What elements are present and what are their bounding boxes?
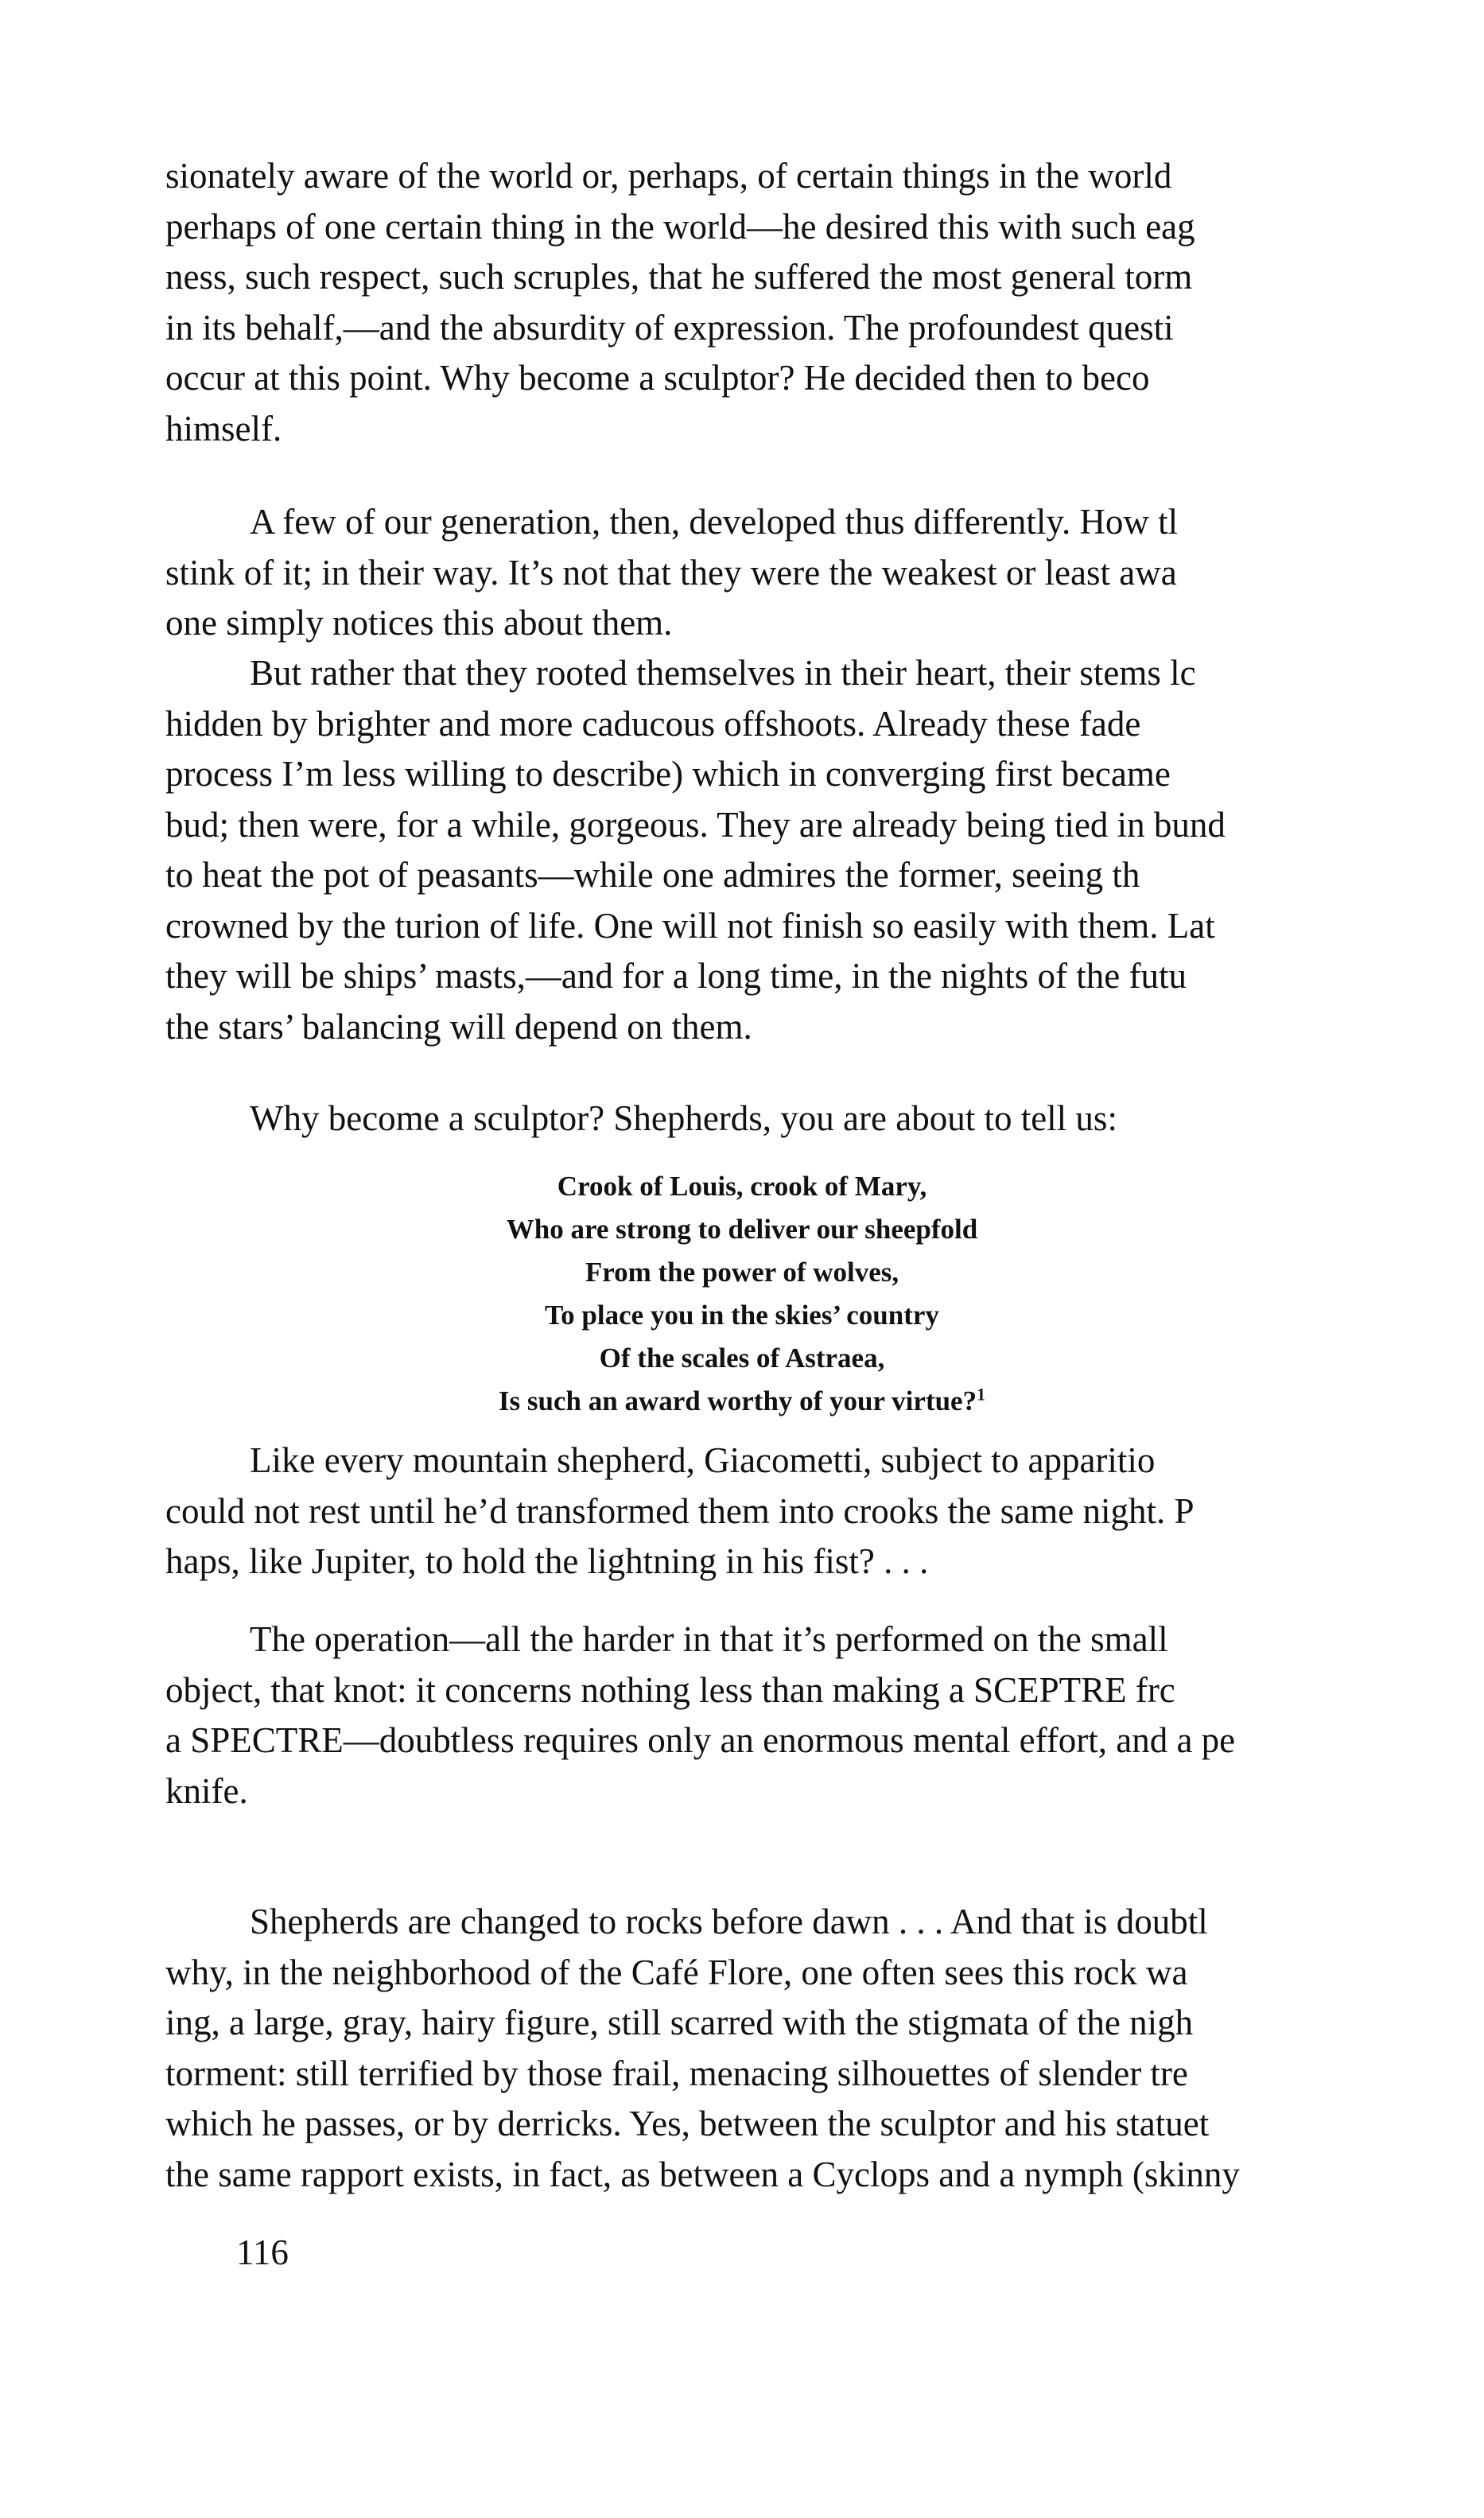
- text-line: the same rapport exists, in fact, as between a Cyclops and a nymph (skinny: [165, 2154, 1240, 2194]
- footnote-mark: 1: [977, 1384, 986, 1405]
- text-line: Shepherds are changed to rocks before dawn . . . And that is doubtl: [250, 1902, 1208, 1941]
- text-line: occur at this point. Why become a sculptor? He decided then to beco: [165, 358, 1150, 398]
- text-line: why, in the neighborhood of the Café Flore, one often sees this rock wa: [165, 1952, 1188, 1992]
- text-line: knife.: [165, 1770, 248, 1811]
- text-line: process I’m less willing to describe) which in converging first became: [165, 754, 1171, 794]
- text-line: one simply notices this about them.: [165, 603, 673, 643]
- text-line: A few of our generation, then, developed thus differently. How tl: [250, 502, 1179, 542]
- paragraph-3: [165, 648, 1484, 1052]
- paragraph-5: [165, 1436, 1484, 1587]
- text-line: Like every mountain shepherd, Giacometti, subject to apparitio: [250, 1440, 1156, 1480]
- verse-line: Who are strong to deliver our sheepfold: [506, 1214, 978, 1245]
- text-line: object, that knot: it concerns nothing less than making a SCEPTRE frc: [165, 1669, 1175, 1710]
- paragraph-1: [165, 151, 1484, 454]
- text-line: torment: still terrified by those frail, menacing silhouettes of slender tre: [165, 2053, 1188, 2093]
- text-line: ing, a large, gray, hairy figure, still scarred with the stigmata of the nigh: [165, 2003, 1194, 2042]
- text-line: hidden by brighter and more caducous offshoots. Already these fade: [165, 703, 1141, 744]
- verse-line: From the power of wolves,: [585, 1257, 899, 1288]
- text-line: haps, like Jupiter, to hold the lightning in his fist? . . .: [165, 1541, 929, 1581]
- verse-quotation: [165, 1165, 1319, 1423]
- verse-line: To place you in the skies’ country: [545, 1300, 939, 1331]
- text-line: himself.: [165, 408, 282, 449]
- text-line: the stars’ balancing will depend on them.: [165, 1006, 752, 1047]
- text-line: which he passes, or by derricks. Yes, between the sculptor and his statuet: [165, 2104, 1210, 2143]
- text-line: ness, such respect, such scruples, that he suffered the most general torm: [165, 257, 1193, 297]
- page-number: 116: [236, 2232, 289, 2272]
- text-line: could not rest until he’d transformed them into crooks the same night. P: [165, 1490, 1195, 1531]
- text-line: in its behalf,—and the absurdity of expression. The profoundest questi: [165, 307, 1174, 348]
- paragraph-6: [165, 1615, 1484, 1817]
- text-line: sionately aware of the world or, perhaps, of certain things in the world: [165, 156, 1172, 196]
- paragraph-4: [165, 1094, 1484, 1144]
- text-line: perhaps of one certain thing in the world—he desired this with such eag: [165, 206, 1195, 247]
- text-line: Why become a sculptor? Shepherds, you are about to tell us:: [250, 1098, 1117, 1138]
- paragraph-7: [165, 1897, 1484, 2200]
- text-line: bud; then were, for a while, gorgeous. They are already being tied in bund: [165, 804, 1226, 845]
- paragraph-2: [165, 497, 1484, 649]
- text-line: they will be ships’ masts,—and for a long time, in the nights of the futu: [165, 956, 1187, 996]
- text-line: stink of it; in their way. It’s not that they were the weakest or least awa: [165, 552, 1177, 593]
- text-line: to heat the pot of peasants—while one admires the former, seeing th: [165, 855, 1140, 895]
- verse-line: Of the scales of Astraea,: [599, 1343, 885, 1374]
- verse-line: Crook of Louis, crook of Mary,: [557, 1171, 927, 1202]
- text-line: But rather that they rooted themselves in their heart, their stems lc: [250, 653, 1196, 693]
- text-line: The operation—all the harder in that it’s performed on the small: [250, 1619, 1168, 1659]
- text-line: a SPECTRE—doubtless requires only an enormous mental effort, and a pe: [165, 1720, 1236, 1760]
- text-line: crowned by the turion of life. One will not finish so easily with them. Lat: [165, 905, 1215, 946]
- verse-line-last: [165, 1380, 1319, 1423]
- verse-line-text: Is such an award worthy of your virtue?: [498, 1385, 977, 1416]
